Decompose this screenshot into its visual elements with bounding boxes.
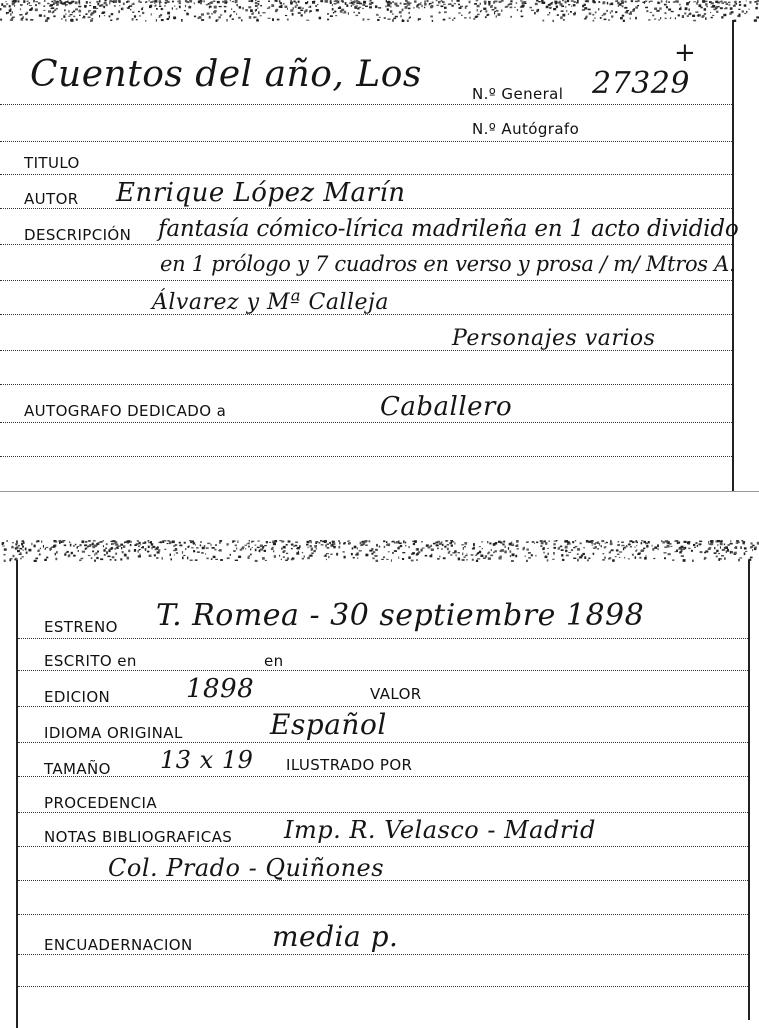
- rule-titulo: [0, 174, 732, 175]
- rule-escrito: [18, 670, 748, 671]
- encuadernacion-label: ENCUADERNACION: [44, 936, 193, 954]
- tamano-label: TAMAÑO: [44, 760, 111, 778]
- valor-label: VALOR: [370, 685, 422, 703]
- rule-descripcion-3: [0, 314, 732, 315]
- descripcion-line-3: Álvarez y Mª Calleja: [152, 290, 389, 315]
- escrito-label: ESCRITO en: [44, 652, 137, 670]
- rule-procedencia: [18, 812, 748, 813]
- rule-bottom-last: [18, 986, 748, 987]
- ilustrado-label: ILUSTRADO POR: [286, 756, 413, 774]
- procedencia-label: PROCEDENCIA: [44, 794, 158, 812]
- notas-value-1: Imp. R. Velasco - Madrid: [284, 816, 596, 844]
- rule-blank: [0, 384, 732, 385]
- escrito-en-label: en: [264, 652, 284, 670]
- rule-encuadernacion: [18, 954, 748, 955]
- rule-autografo: [0, 422, 732, 423]
- rule-tamano: [18, 776, 748, 777]
- autografo-dedicado-value: Caballero: [380, 392, 513, 422]
- notas-value-2: Col. Prado - Quiñones: [108, 854, 385, 882]
- torn-edge-speckle: [0, 0, 759, 22]
- card-left-border: [16, 560, 18, 1028]
- rule-last: [0, 456, 732, 457]
- rule-notas-1: [18, 846, 748, 847]
- rule-autograph: [0, 141, 732, 142]
- rule-estreno: [18, 638, 748, 639]
- idioma-value: Español: [270, 708, 387, 741]
- rule-notas-3: [18, 914, 748, 915]
- rule-edicion: [18, 706, 748, 707]
- titulo-label: TITULO: [24, 154, 80, 172]
- autor-value: Enrique López Marín: [116, 178, 406, 208]
- personajes-value: Personajes varios: [452, 326, 656, 351]
- autografo-dedicado-label: AUTOGRAFO DEDICADO a: [24, 402, 227, 420]
- title-handwritten: Cuentos del año, Los: [30, 54, 422, 95]
- descripcion-line-2: en 1 prólogo y 7 cuadros en verso y prosa / m/ Mtros A.: [160, 252, 736, 276]
- autor-label: AUTOR: [24, 190, 79, 208]
- rule-autor: [0, 208, 732, 209]
- estreno-label: ESTRENO: [44, 618, 118, 636]
- card-bottom-border: [0, 491, 759, 492]
- general-number-label: N.º General: [472, 85, 564, 103]
- edicion-label: EDICION: [44, 688, 111, 706]
- card-right-border-bottom: [748, 560, 750, 1020]
- autograph-number-label: N.º Autógrafo: [472, 120, 580, 138]
- general-number-mark: +: [674, 38, 697, 68]
- general-number-value: 27329: [592, 66, 690, 101]
- descripcion-label: DESCRIPCIÓN: [24, 226, 132, 244]
- encuadernacion-value: media p.: [272, 920, 399, 953]
- catalog-card-back: [0, 540, 759, 1028]
- tamano-value: 13 x 19: [160, 746, 254, 774]
- catalog-card-front: [0, 0, 759, 492]
- edicion-value: 1898: [186, 674, 255, 704]
- notas-label: NOTAS BIBLIOGRAFICAS: [44, 828, 233, 846]
- rule-descripcion-1: [0, 244, 732, 245]
- idioma-label: IDIOMA ORIGINAL: [44, 724, 183, 742]
- rule-idioma: [18, 742, 748, 743]
- estreno-value: T. Romea - 30 septiembre 1898: [156, 598, 645, 633]
- torn-edge-speckle-bottom: [0, 540, 759, 562]
- rule-notas-2: [18, 880, 748, 881]
- rule-title: [0, 104, 732, 105]
- rule-descripcion-2: [0, 280, 732, 281]
- descripcion-line-1: fantasía cómico-lírica madrileña en 1 acto dividido: [158, 216, 739, 242]
- rule-personajes: [0, 350, 732, 351]
